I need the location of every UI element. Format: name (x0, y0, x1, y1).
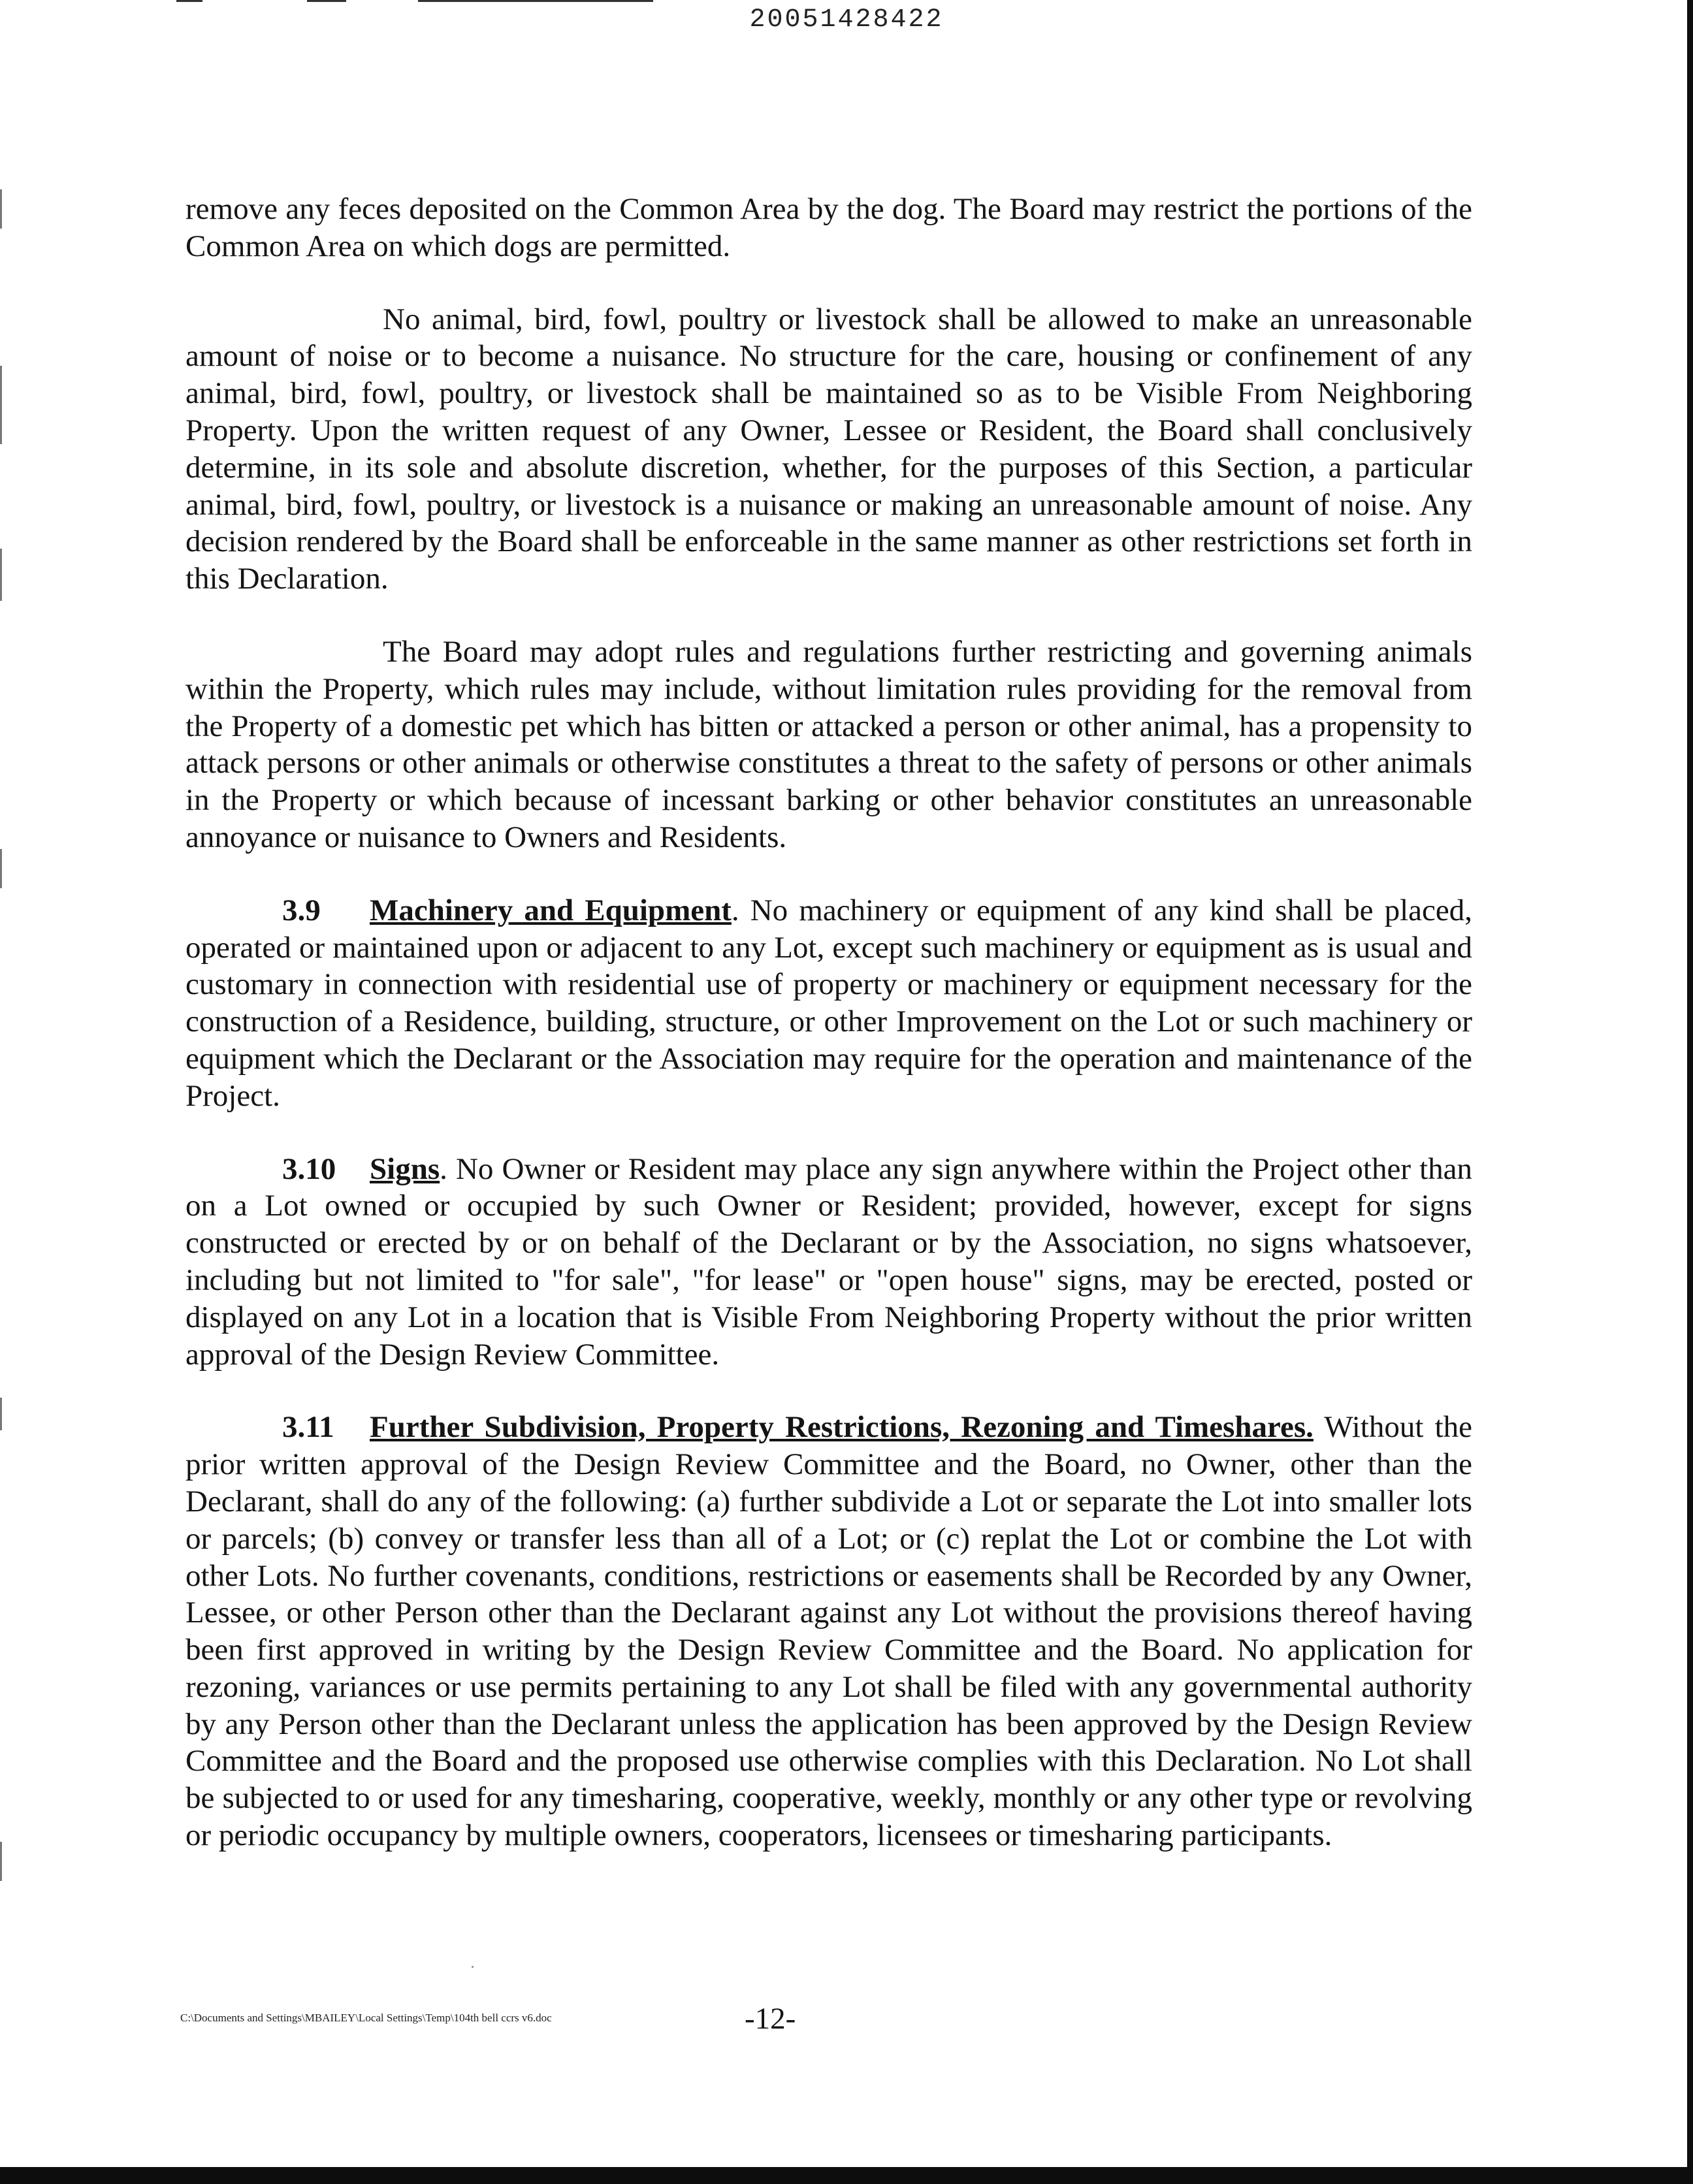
section-text: . No Owner or Resident may place any sign anywhere within the Project other than on a Lot owned or occupied by such Owner or Resident; provided, however, except for signs constructed or erected by or on behalf of the Declarant or by the Association, no signs whatsoever, including but not limited to "for sale", "for lease" or "open house" signs, may be erected, posted or displayed on any Lot in a location that is Visible From Neighboring Property without the prior written approval of the Design Review Committee. (185, 1151, 1472, 1372)
scan-top-line (176, 0, 202, 2)
section-3-9 (185, 892, 1472, 1115)
scan-edge-mark (0, 189, 2, 229)
paragraph-animal-rules: The Board may adopt rules and regulations further restricting and governing animals within the Property, which rules may include, without limitation rules providing for the removal from the Property of a domestic pet which has bitten or attacked a person or other animal, has a propensity to attack persons or other animals or otherwise constitutes a threat to the safety of persons or other animals in the Property or which because of incessant barking or other behavior constitutes an unreasonable annoyance or nuisance to Owners and Residents. (185, 634, 1472, 854)
document-body (185, 191, 1472, 1854)
section-title: Machinery and Equipment (370, 893, 732, 927)
scan-edge-mark (0, 849, 2, 888)
scan-right-border (1687, 0, 1693, 2184)
scan-top-line (307, 0, 346, 2)
section-3-11 (185, 1409, 1472, 1854)
section-title: Further Subdivision, Property Restrictions, Rezoning and Timeshares. (370, 1410, 1314, 1445)
scan-bottom-border (0, 2167, 1693, 2184)
section-number: 3.9 (282, 893, 321, 927)
section-number: 3.11 (282, 1410, 334, 1445)
scan-speck (472, 1966, 474, 1968)
scan-top-line (418, 0, 653, 2)
section-text: . No machinery or equipment of any kind shall be placed, operated or maintained upon or adjacent to any Lot, except such machinery or equipment as is usual and customary in connection with residential use of property or machinery or equipment necessary for the construction of a Residence, building, structure, or other Improvement on the Lot or such machinery or equipment which the Declarant or the Association may require for the operation and maintenance of the Project. (185, 893, 1472, 1113)
document-id: 20051428422 (749, 5, 944, 35)
page-number: -12- (745, 2002, 796, 2036)
paragraph-animal-nuisance: No animal, bird, fowl, poultry or livestock shall be allowed to make an unreasonable amount of noise or to become a nuisance. No structure for the care, housing or confinement of any animal, bird, fowl, poultry, or livestock shall be maintained so as to be Visible From Neighboring Property. Upon the written request of any Owner, Lessee or Resident, the Board shall conclusively determine, in its sole and absolute discretion, whether, for the purposes of this Section, a particular animal, bird, fowl, poultry, or livestock is a nuisance or making an unreasonable amount of noise. Any decision rendered by the Board shall be enforceable in the same manner as other restrictions set forth in this Declaration. (185, 302, 1472, 596)
section-title: Signs (370, 1151, 440, 1186)
section-number: 3.10 (282, 1151, 336, 1186)
scan-edge-mark (0, 1398, 2, 1430)
section-text: Without the prior written approval of the Design Review Committee and the Board, no Owner, other than the Declarant, shall do any of the following: (a) further subdivide a Lot or separate the Lot into smaller lots or parcels; (b) convey or transfer less than all of a Lot; or (c) replat the Lot or combine the Lot with other Lots. No further covenants, conditions, restrictions or easements shall be Recorded by any Owner, Lessee, or other Person other than the Declarant against any Lot without the provisions thereof having been first approved in writing by the Design Review Committee and the Board. No application for rezoning, variances or use permits pertaining to any Lot shall be filed with any governmental authority by any Person other than the Declarant unless the application has been approved by the Design Review Committee and the Board and the proposed use otherwise complies with this Declaration. No Lot shall be subjected to or used for any timesharing, cooperative, weekly, monthly or any other type or revolving or periodic occupancy by multiple owners, cooperators, licensees or timesharing participants. (185, 1410, 1472, 1853)
paragraph-dog-feces: remove any feces deposited on the Common Area by the dog. The Board may restrict the portions of the Common Area on which dogs are permitted. (185, 192, 1472, 263)
scan-edge-mark (0, 1842, 2, 1881)
scan-edge-mark (0, 549, 2, 601)
scan-edge-mark (0, 366, 2, 444)
footer-file-path: C:\Documents and Settings\MBAILEY\Local Settings\Temp\104th bell ccrs v6.doc (180, 2012, 552, 2024)
section-3-10 (185, 1151, 1472, 1373)
